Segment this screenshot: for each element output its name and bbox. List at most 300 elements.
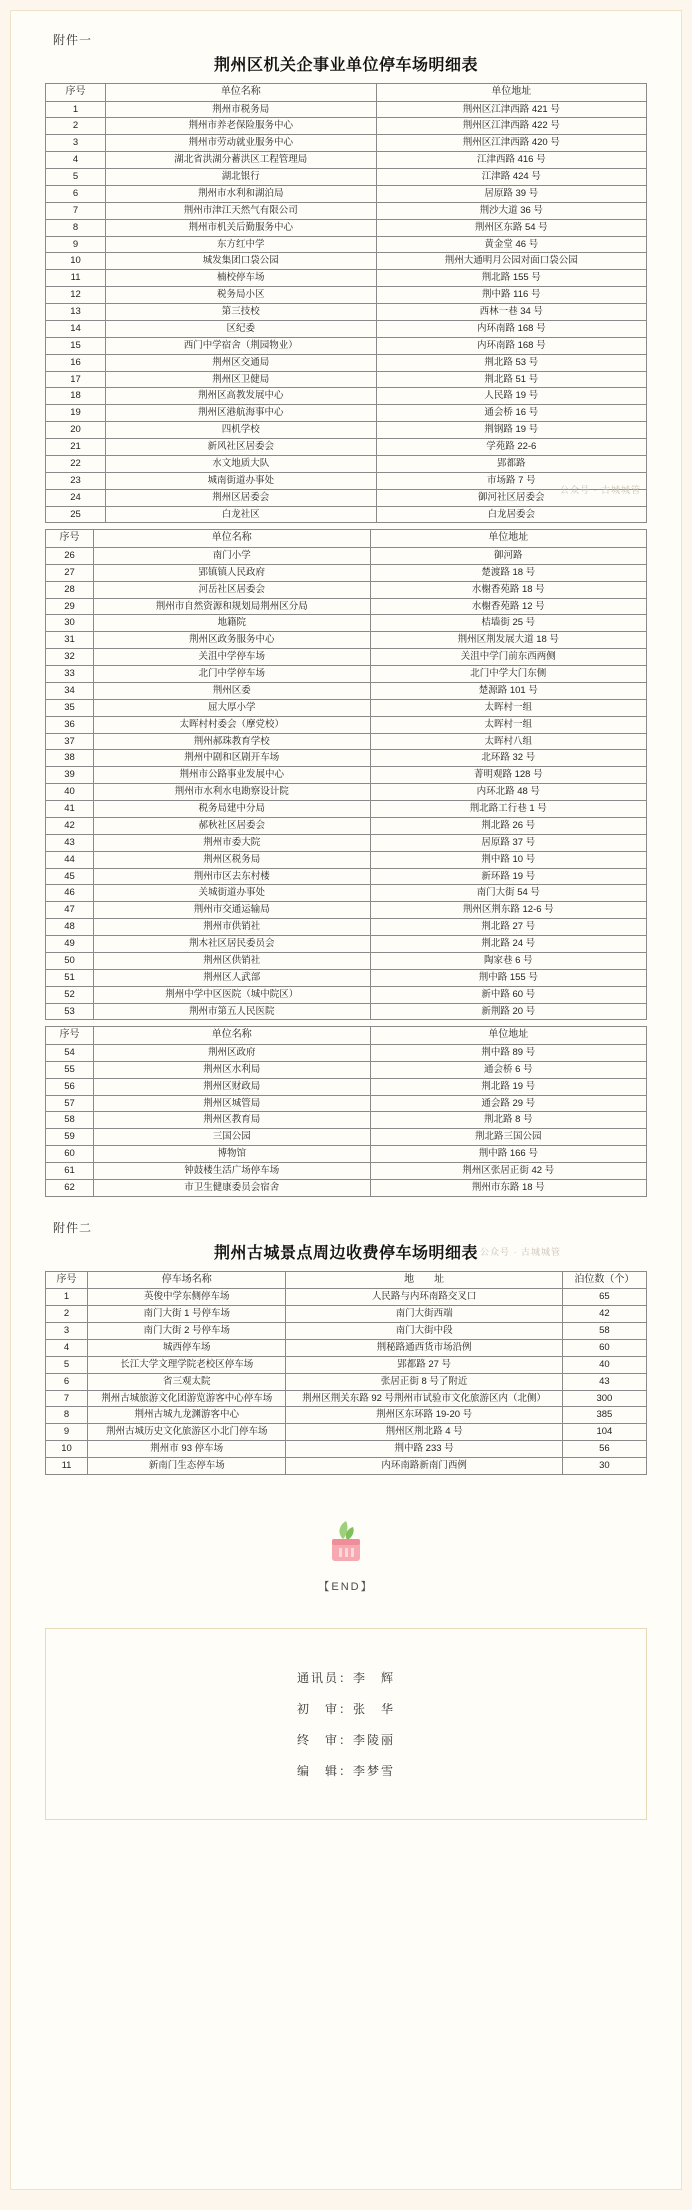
- cell-index: 14: [46, 320, 106, 337]
- cell-address: 荆中路 10 号: [370, 851, 646, 868]
- table-row: [46, 236, 647, 253]
- table-row: [46, 969, 647, 986]
- cell-address: 荆北路 27 号: [370, 919, 646, 936]
- cell-address: 荆北路 8 号: [370, 1112, 646, 1129]
- cell-address: 张居正街 8 号了附近: [286, 1373, 562, 1390]
- cell-index: 49: [46, 936, 94, 953]
- cell-index: 6: [46, 185, 106, 202]
- cell-index: 9: [46, 1424, 88, 1441]
- cell-index: 25: [46, 506, 106, 523]
- cell-index: 29: [46, 598, 94, 615]
- cell-lot-name: 南门大街 2 号停车场: [88, 1323, 286, 1340]
- cell-lot-name: 长江大学文理学院老校区停车场: [88, 1356, 286, 1373]
- cell-unit-name: 湖北银行: [106, 169, 376, 186]
- table-row: [46, 1289, 647, 1306]
- credit-line: 编 辑：李梦雪: [296, 1763, 395, 1778]
- table-row: [46, 354, 647, 371]
- cell-index: 15: [46, 337, 106, 354]
- table-row: [46, 1458, 647, 1475]
- cell-address: 市场路 7 号: [376, 472, 646, 489]
- cell-lot-name: 荆州古城旅游文化团游览游客中心停车场: [88, 1390, 286, 1407]
- cell-index: 36: [46, 716, 94, 733]
- cell-unit-name: 西门中学宿舍（荆园物业）: [106, 337, 376, 354]
- cell-unit-name: 北门中学停车场: [94, 666, 370, 683]
- cell-unit-name: 荆州市税务局: [106, 101, 376, 118]
- cell-index: 43: [46, 834, 94, 851]
- attachment1-table-part3: [45, 1026, 647, 1196]
- cell-address: 荆州区江津西路 420 号: [376, 135, 646, 152]
- cell-unit-name: 荆州区供销社: [94, 952, 370, 969]
- table-row: [46, 1112, 647, 1129]
- cell-index: 11: [46, 1458, 88, 1475]
- col-header-index: 序号: [46, 530, 94, 548]
- cell-unit-name: 三国公园: [94, 1129, 370, 1146]
- cell-index: 53: [46, 1003, 94, 1020]
- cell-index: 5: [46, 1356, 88, 1373]
- cell-unit-name: 荆州市公路事业发展中心: [94, 767, 370, 784]
- cell-address: 荆州区荆发展大道 18 号: [370, 632, 646, 649]
- cell-unit-name: 博物馆: [94, 1146, 370, 1163]
- end-section: [45, 1515, 647, 1594]
- cell-index: 16: [46, 354, 106, 371]
- table-row: [46, 952, 647, 969]
- cell-index: 13: [46, 304, 106, 321]
- cell-address: 通会桥 16 号: [376, 405, 646, 422]
- cell-address: 人民路 19 号: [376, 388, 646, 405]
- col-header-index: 序号: [46, 1271, 88, 1289]
- table-row: [46, 767, 647, 784]
- cell-index: 37: [46, 733, 94, 750]
- cell-unit-name: 荆州市交通运输局: [94, 902, 370, 919]
- cell-unit-name: 郝秋社区居委会: [94, 817, 370, 834]
- cell-unit-name: 税务局建中分局: [94, 801, 370, 818]
- cell-index: 8: [46, 219, 106, 236]
- cell-address: 荆钢路 19 号: [376, 422, 646, 439]
- cell-address: 江津路 424 号: [376, 169, 646, 186]
- cell-unit-name: 市卫生健康委员会宿舍: [94, 1179, 370, 1196]
- cell-index: 50: [46, 952, 94, 969]
- cell-unit-name: 荆州区教育局: [94, 1112, 370, 1129]
- cell-unit-name: 荆州市第五人民医院: [94, 1003, 370, 1020]
- cell-capacity: 42: [562, 1306, 646, 1323]
- cell-address: 内环北路 48 号: [370, 784, 646, 801]
- table-row: [46, 1146, 647, 1163]
- cell-address: 太晖村一组: [370, 716, 646, 733]
- cell-address: 荆北路 155 号: [376, 270, 646, 287]
- table-row: [46, 632, 647, 649]
- col-header-index: 序号: [46, 1027, 94, 1045]
- cell-unit-name: 荆州郝珠教育学校: [94, 733, 370, 750]
- cell-lot-name: 南门大街 1 号停车场: [88, 1306, 286, 1323]
- cell-index: 59: [46, 1129, 94, 1146]
- cell-index: 30: [46, 615, 94, 632]
- cell-unit-name: 湖北省洪湖分蓄洪区工程管理局: [106, 152, 376, 169]
- cell-unit-name: 水文地质大队: [106, 455, 376, 472]
- cell-index: 27: [46, 564, 94, 581]
- cell-address: 南门大街西端: [286, 1306, 562, 1323]
- cell-index: 56: [46, 1078, 94, 1095]
- cell-address: 白龙居委会: [376, 506, 646, 523]
- table-row: [46, 699, 647, 716]
- cell-unit-name: 荆州市自然资源和规划局荆州区分局: [94, 598, 370, 615]
- watermark-text-1: 公众号 · 古城城管: [560, 485, 641, 495]
- document-body: [10, 10, 682, 2190]
- cell-index: 40: [46, 784, 94, 801]
- cell-unit-name: 城发集团口袋公园: [106, 253, 376, 270]
- attachment1-title: 荆州区机关企事业单位停车场明细表: [213, 57, 478, 74]
- table-row: [46, 598, 647, 615]
- table-row: [46, 1407, 647, 1424]
- table-row: [46, 1356, 647, 1373]
- cell-unit-name: 荆州区居委会: [106, 489, 376, 506]
- col-header-address: 单位地址: [376, 84, 646, 102]
- cell-unit-name: 关沮中学停车场: [94, 649, 370, 666]
- cell-address: 荆北路三国公园: [370, 1129, 646, 1146]
- table-row: [46, 834, 647, 851]
- cell-lot-name: 荆州古城历史文化旅游区小北门停车场: [88, 1424, 286, 1441]
- cell-index: 45: [46, 868, 94, 885]
- cell-unit-name: 荆州区财政局: [94, 1078, 370, 1095]
- cell-index: 55: [46, 1061, 94, 1078]
- cell-unit-name: 荆州区人武部: [94, 969, 370, 986]
- cell-index: 24: [46, 489, 106, 506]
- col-header-capacity: 泊位数（个）: [562, 1271, 646, 1289]
- cell-index: 32: [46, 649, 94, 666]
- cell-index: 39: [46, 767, 94, 784]
- cell-index: 38: [46, 750, 94, 767]
- table-row: [46, 152, 647, 169]
- cell-address: 荆州区东环路 19-20 号: [286, 1407, 562, 1424]
- table-row: [46, 666, 647, 683]
- cell-address: 荆北路工行巷 1 号: [370, 801, 646, 818]
- cell-index: 33: [46, 666, 94, 683]
- cell-address: 新环路 19 号: [370, 868, 646, 885]
- cell-unit-name: 荆州区政务服务中心: [94, 632, 370, 649]
- cell-unit-name: 地籍院: [94, 615, 370, 632]
- table-header-row: [46, 1271, 647, 1289]
- cell-unit-name: 东方红中学: [106, 236, 376, 253]
- table-row: [46, 581, 647, 598]
- table-row: [46, 1003, 647, 1020]
- cell-unit-name: 楠校停车场: [106, 270, 376, 287]
- table-row: [46, 564, 647, 581]
- watermark-text-2: 公众号 · 古城城管: [480, 1247, 561, 1257]
- table-row: [46, 784, 647, 801]
- table-row: [46, 253, 647, 270]
- cell-index: 17: [46, 371, 106, 388]
- cell-address: 北门中学大门东侧: [370, 666, 646, 683]
- cell-capacity: 43: [562, 1373, 646, 1390]
- cell-lot-name: 英俊中学东侧停车场: [88, 1289, 286, 1306]
- table-row: [46, 489, 647, 506]
- cell-index: 5: [46, 169, 106, 186]
- cell-address: 太晖村一组: [370, 699, 646, 716]
- cell-unit-name: 南门小学: [94, 547, 370, 564]
- cell-index: 9: [46, 236, 106, 253]
- cell-index: 62: [46, 1179, 94, 1196]
- cell-index: 19: [46, 405, 106, 422]
- cell-index: 3: [46, 135, 106, 152]
- cell-unit-name: 荆州区政府: [94, 1044, 370, 1061]
- cell-index: 42: [46, 817, 94, 834]
- cell-address: 荆北路 26 号: [370, 817, 646, 834]
- credits-box: [45, 1628, 647, 1820]
- table-row: [46, 506, 647, 523]
- cell-unit-name: 荆州区水利局: [94, 1061, 370, 1078]
- cell-index: 22: [46, 455, 106, 472]
- cell-index: 58: [46, 1112, 94, 1129]
- cell-lot-name: 省三观太院: [88, 1373, 286, 1390]
- table-row: [46, 851, 647, 868]
- plant-icon: [323, 1515, 369, 1567]
- table-row: [46, 547, 647, 564]
- cell-capacity: 56: [562, 1441, 646, 1458]
- cell-index: 10: [46, 1441, 88, 1458]
- cell-unit-name: 新风社区居委会: [106, 439, 376, 456]
- table-row: [46, 750, 647, 767]
- table-row: [46, 1163, 647, 1180]
- cell-unit-name: 钟鼓楼生活广场停车场: [94, 1163, 370, 1180]
- cell-index: 8: [46, 1407, 88, 1424]
- cell-unit-name: 荆州市养老保险服务中心: [106, 118, 376, 135]
- table-row: [46, 1078, 647, 1095]
- cell-unit-name: 太晖村村委会（摩党校）: [94, 716, 370, 733]
- cell-unit-name: 荆州区城管局: [94, 1095, 370, 1112]
- cell-address: 荆北路 51 号: [376, 371, 646, 388]
- cell-address: 北环路 32 号: [370, 750, 646, 767]
- cell-index: 1: [46, 1289, 88, 1306]
- cell-address: 荆州大通明月公园对面口袋公园: [376, 253, 646, 270]
- cell-address: 通会桥 6 号: [370, 1061, 646, 1078]
- table-row: [46, 1306, 647, 1323]
- table-row: [46, 682, 647, 699]
- cell-unit-name: 荆州市水利和湖泊局: [106, 185, 376, 202]
- cell-unit-name: 荆州中剧和区剧开车场: [94, 750, 370, 767]
- table-row: [46, 337, 647, 354]
- cell-unit-name: 荆州市水利水电勘察设计院: [94, 784, 370, 801]
- cell-address: 关沮中学门前东西两侧: [370, 649, 646, 666]
- cell-address: 楚渡路 18 号: [370, 564, 646, 581]
- attachment2-label: 附件二: [53, 1220, 93, 1235]
- table-row: [46, 1044, 647, 1061]
- cell-index: 52: [46, 986, 94, 1003]
- cell-address: 荆中路 155 号: [370, 969, 646, 986]
- cell-lot-name: 城西停车场: [88, 1339, 286, 1356]
- cell-address: 水榭香苑路 12 号: [370, 598, 646, 615]
- attachment1-table-part2: [45, 529, 647, 1020]
- cell-index: 51: [46, 969, 94, 986]
- table-row: [46, 1323, 647, 1340]
- cell-unit-name: 第三技校: [106, 304, 376, 321]
- cell-address: 陶家巷 6 号: [370, 952, 646, 969]
- cell-unit-name: 荆州中学中区医院（城中院区）: [94, 986, 370, 1003]
- col-header-unit: 单位名称: [94, 530, 370, 548]
- cell-capacity: 65: [562, 1289, 646, 1306]
- cell-unit-name: 荆州区委: [94, 682, 370, 699]
- cell-address: 水榭香苑路 18 号: [370, 581, 646, 598]
- col-header-address: 单位地址: [370, 530, 646, 548]
- cell-unit-name: 荆州区税务局: [94, 851, 370, 868]
- credit-line: 通讯员：李 辉: [296, 1670, 395, 1685]
- cell-index: 54: [46, 1044, 94, 1061]
- cell-unit-name: 河岳社区居委会: [94, 581, 370, 598]
- cell-index: 7: [46, 1390, 88, 1407]
- cell-index: 28: [46, 581, 94, 598]
- table-row: [46, 649, 647, 666]
- cell-capacity: 385: [562, 1407, 646, 1424]
- table-row: [46, 135, 647, 152]
- cell-address: 荆州市东路 18 号: [370, 1179, 646, 1196]
- col-header-address: 单位地址: [370, 1027, 646, 1045]
- cell-unit-name: 城南街道办事处: [106, 472, 376, 489]
- col-header-address: 地 址: [286, 1271, 562, 1289]
- cell-unit-name: 荆州区交通局: [106, 354, 376, 371]
- cell-address: 内环南路 168 号: [376, 320, 646, 337]
- cell-unit-name: 荆州市区去东村楼: [94, 868, 370, 885]
- table-row: [46, 1339, 647, 1356]
- table-row: [46, 1441, 647, 1458]
- cell-unit-name: 荆州市供销社: [94, 919, 370, 936]
- cell-address: 南门大街中段: [286, 1323, 562, 1340]
- table-row: [46, 1424, 647, 1441]
- cell-index: 6: [46, 1373, 88, 1390]
- table-header-row: [46, 84, 647, 102]
- cell-address: 黄金堂 46 号: [376, 236, 646, 253]
- cell-index: 4: [46, 1339, 88, 1356]
- cell-address: 荆中路 116 号: [376, 287, 646, 304]
- cell-lot-name: 荆州古城九龙渊游客中心: [88, 1407, 286, 1424]
- cell-index: 47: [46, 902, 94, 919]
- cell-index: 18: [46, 388, 106, 405]
- table-row: [46, 371, 647, 388]
- cell-index: 44: [46, 851, 94, 868]
- cell-unit-name: 荆州市津江天然气有限公司: [106, 202, 376, 219]
- cell-address: 荆北路 24 号: [370, 936, 646, 953]
- cell-address: 郢都路: [376, 455, 646, 472]
- table-row: [46, 986, 647, 1003]
- cell-address: 太晖村八组: [370, 733, 646, 750]
- cell-unit-name: 税务局小区: [106, 287, 376, 304]
- cell-address: 荆中路 89 号: [370, 1044, 646, 1061]
- table-row: [46, 455, 647, 472]
- cell-index: 2: [46, 118, 106, 135]
- cell-index: 35: [46, 699, 94, 716]
- attachment2-title: 荆州古城景点周边收费停车场明细表: [213, 1244, 478, 1262]
- cell-address: 通会路 29 号: [370, 1095, 646, 1112]
- cell-unit-name: 屈大厚小学: [94, 699, 370, 716]
- cell-unit-name: 荆木社区居民委员会: [94, 936, 370, 953]
- cell-address: 荆中路 166 号: [370, 1146, 646, 1163]
- cell-index: 12: [46, 287, 106, 304]
- table-header-row: [46, 1027, 647, 1045]
- col-header-index: 序号: [46, 84, 106, 102]
- cell-address: 荆秘路通西货市场沿例: [286, 1339, 562, 1356]
- cell-index: 48: [46, 919, 94, 936]
- cell-address: 御河路: [370, 547, 646, 564]
- cell-unit-name: 荆州区卫健局: [106, 371, 376, 388]
- cell-unit-name: 荆州区港航海事中心: [106, 405, 376, 422]
- table-row: [46, 885, 647, 902]
- table-row: [46, 1373, 647, 1390]
- cell-unit-name: 荆州市机关后勤服务中心: [106, 219, 376, 236]
- table-row: [46, 439, 647, 456]
- cell-address: 荆北路 19 号: [370, 1078, 646, 1095]
- table-row: [46, 422, 647, 439]
- table-row: [46, 169, 647, 186]
- cell-address: 新中路 60 号: [370, 986, 646, 1003]
- cell-address: 桔墙街 25 号: [370, 615, 646, 632]
- cell-index: 57: [46, 1095, 94, 1112]
- table-row: [46, 304, 647, 321]
- cell-index: 61: [46, 1163, 94, 1180]
- cell-index: 7: [46, 202, 106, 219]
- table-row: [46, 101, 647, 118]
- cell-address: 南门大街 54 号: [370, 885, 646, 902]
- credit-line: 终 审：李陵丽: [296, 1732, 395, 1747]
- cell-address: 居原路 37 号: [370, 834, 646, 851]
- col-header-unit: 单位名称: [94, 1027, 370, 1045]
- end-label: 【END】: [318, 1580, 374, 1593]
- cell-index: 34: [46, 682, 94, 699]
- attachment1-table-part1: [45, 83, 647, 523]
- cell-address: 荆北路 53 号: [376, 354, 646, 371]
- cell-index: 1: [46, 101, 106, 118]
- cell-index: 2: [46, 1306, 88, 1323]
- cell-unit-name: 荆州市委大院: [94, 834, 370, 851]
- cell-unit-name: 关城街道办事处: [94, 885, 370, 902]
- table-row: [46, 287, 647, 304]
- table-row: [46, 118, 647, 135]
- cell-index: 41: [46, 801, 94, 818]
- cell-address: 荆沙大道 36 号: [376, 202, 646, 219]
- cell-capacity: 30: [562, 1458, 646, 1475]
- cell-index: 11: [46, 270, 106, 287]
- table-row: [46, 936, 647, 953]
- cell-address: 江津西路 416 号: [376, 152, 646, 169]
- table-row: [46, 388, 647, 405]
- table-row: [46, 716, 647, 733]
- table-row: [46, 472, 647, 489]
- table-header-row: [46, 530, 647, 548]
- table-row: [46, 270, 647, 287]
- col-header-lot-name: 停车场名称: [88, 1271, 286, 1289]
- cell-address: 荆州区荆北路 4 号: [286, 1424, 562, 1441]
- cell-address: 内环南路 168 号: [376, 337, 646, 354]
- table-row: [46, 902, 647, 919]
- cell-address: 新荆路 20 号: [370, 1003, 646, 1020]
- cell-capacity: 60: [562, 1339, 646, 1356]
- cell-index: 20: [46, 422, 106, 439]
- cell-address: 荆州区东路 54 号: [376, 219, 646, 236]
- cell-address: 荆州区江津西路 421 号: [376, 101, 646, 118]
- cell-address: 荆州区荆关东路 92 号荆州市试验市文化旅游区内（北侧）: [286, 1390, 562, 1407]
- cell-address: 荆州区张居正街 42 号: [370, 1163, 646, 1180]
- cell-address: 居原路 39 号: [376, 185, 646, 202]
- table-row: [46, 1390, 647, 1407]
- table-row: [46, 868, 647, 885]
- cell-address: 荆中路 233 号: [286, 1441, 562, 1458]
- cell-address: 楚源路 101 号: [370, 682, 646, 699]
- cell-index: 31: [46, 632, 94, 649]
- cell-address: 荆州区荆东路 12-6 号: [370, 902, 646, 919]
- cell-unit-name: 郢镇镇人民政府: [94, 564, 370, 581]
- cell-index: 3: [46, 1323, 88, 1340]
- cell-address: 内环南路新南门西例: [286, 1458, 562, 1475]
- table-row: [46, 817, 647, 834]
- attachment2-table: [45, 1271, 647, 1475]
- table-row: [46, 1179, 647, 1196]
- table-row: [46, 405, 647, 422]
